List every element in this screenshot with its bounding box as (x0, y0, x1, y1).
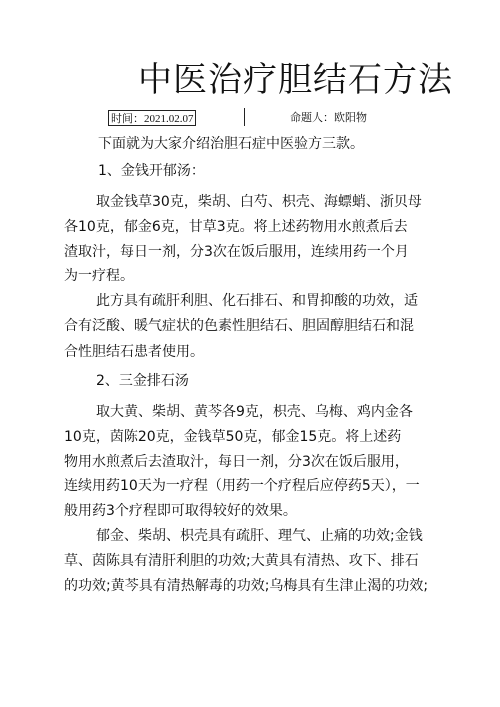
text-line: 连续用药10天为一疗程（用药一个疗程后应停药5天），一 (64, 478, 420, 494)
text-line: 的功效;黄芩具有清热解毒的功效;乌梅具有生津止渴的功效; (64, 578, 429, 594)
text-line: 般用药3个疗程即可取得较好的效果。 (64, 503, 297, 519)
text-line: 此方具有疏肝利胆、化石排石、和胃抑酸的功效，适 (96, 293, 418, 309)
heading-recipe-1: 1、金钱开郁汤： (98, 163, 205, 179)
text-line: 取大黄、柴胡、黄芩各9克，枳壳、乌梅、鸡内金各 (96, 404, 413, 420)
text-line: 为一疗程。 (64, 268, 134, 284)
text-line: 郁金、柴胡、枳壳具有疏肝、理气、止痛的功效;金钱 (96, 528, 423, 544)
text-line: 取金钱草30克，柴胡、白芍、枳壳、海螵蛸、浙贝母 (96, 194, 422, 210)
text-line: 合有泛酸、暖气症状的色素性胆结石、胆固醇胆结石和混 (64, 318, 414, 334)
text-line: 各10克，郁金6克，甘草3克。将上述药物用水煎煮后去 (64, 219, 408, 235)
document-title: 中医治疗胆结石方法 (138, 60, 453, 100)
text-line: 合性胆结石患者使用。 (64, 344, 204, 360)
author-field: 命题人：欧阳物 (290, 111, 367, 124)
text-line: 渣取汁，每日一剂，分3次在饭后服用，连续用药一个月 (64, 244, 409, 260)
text-line: 草、茵陈具有清肝利胆的功效;大黄具有清热、攻下、排石 (64, 553, 419, 569)
text-line: 10克，茵陈20克，金钱草50克，郁金15克。将上述药 (64, 429, 402, 445)
text-line: 物用水煎煮后去渣取汁，每日一剂，分3次在饭后服用， (64, 454, 409, 470)
date-field: 时间：2021.02.07 (108, 110, 196, 126)
intro-line: 下面就为大家介绍治胆石症中医验方三款。 (98, 136, 364, 152)
heading-recipe-2: 2、三金排石汤 (96, 373, 189, 389)
meta-divider (244, 108, 245, 126)
